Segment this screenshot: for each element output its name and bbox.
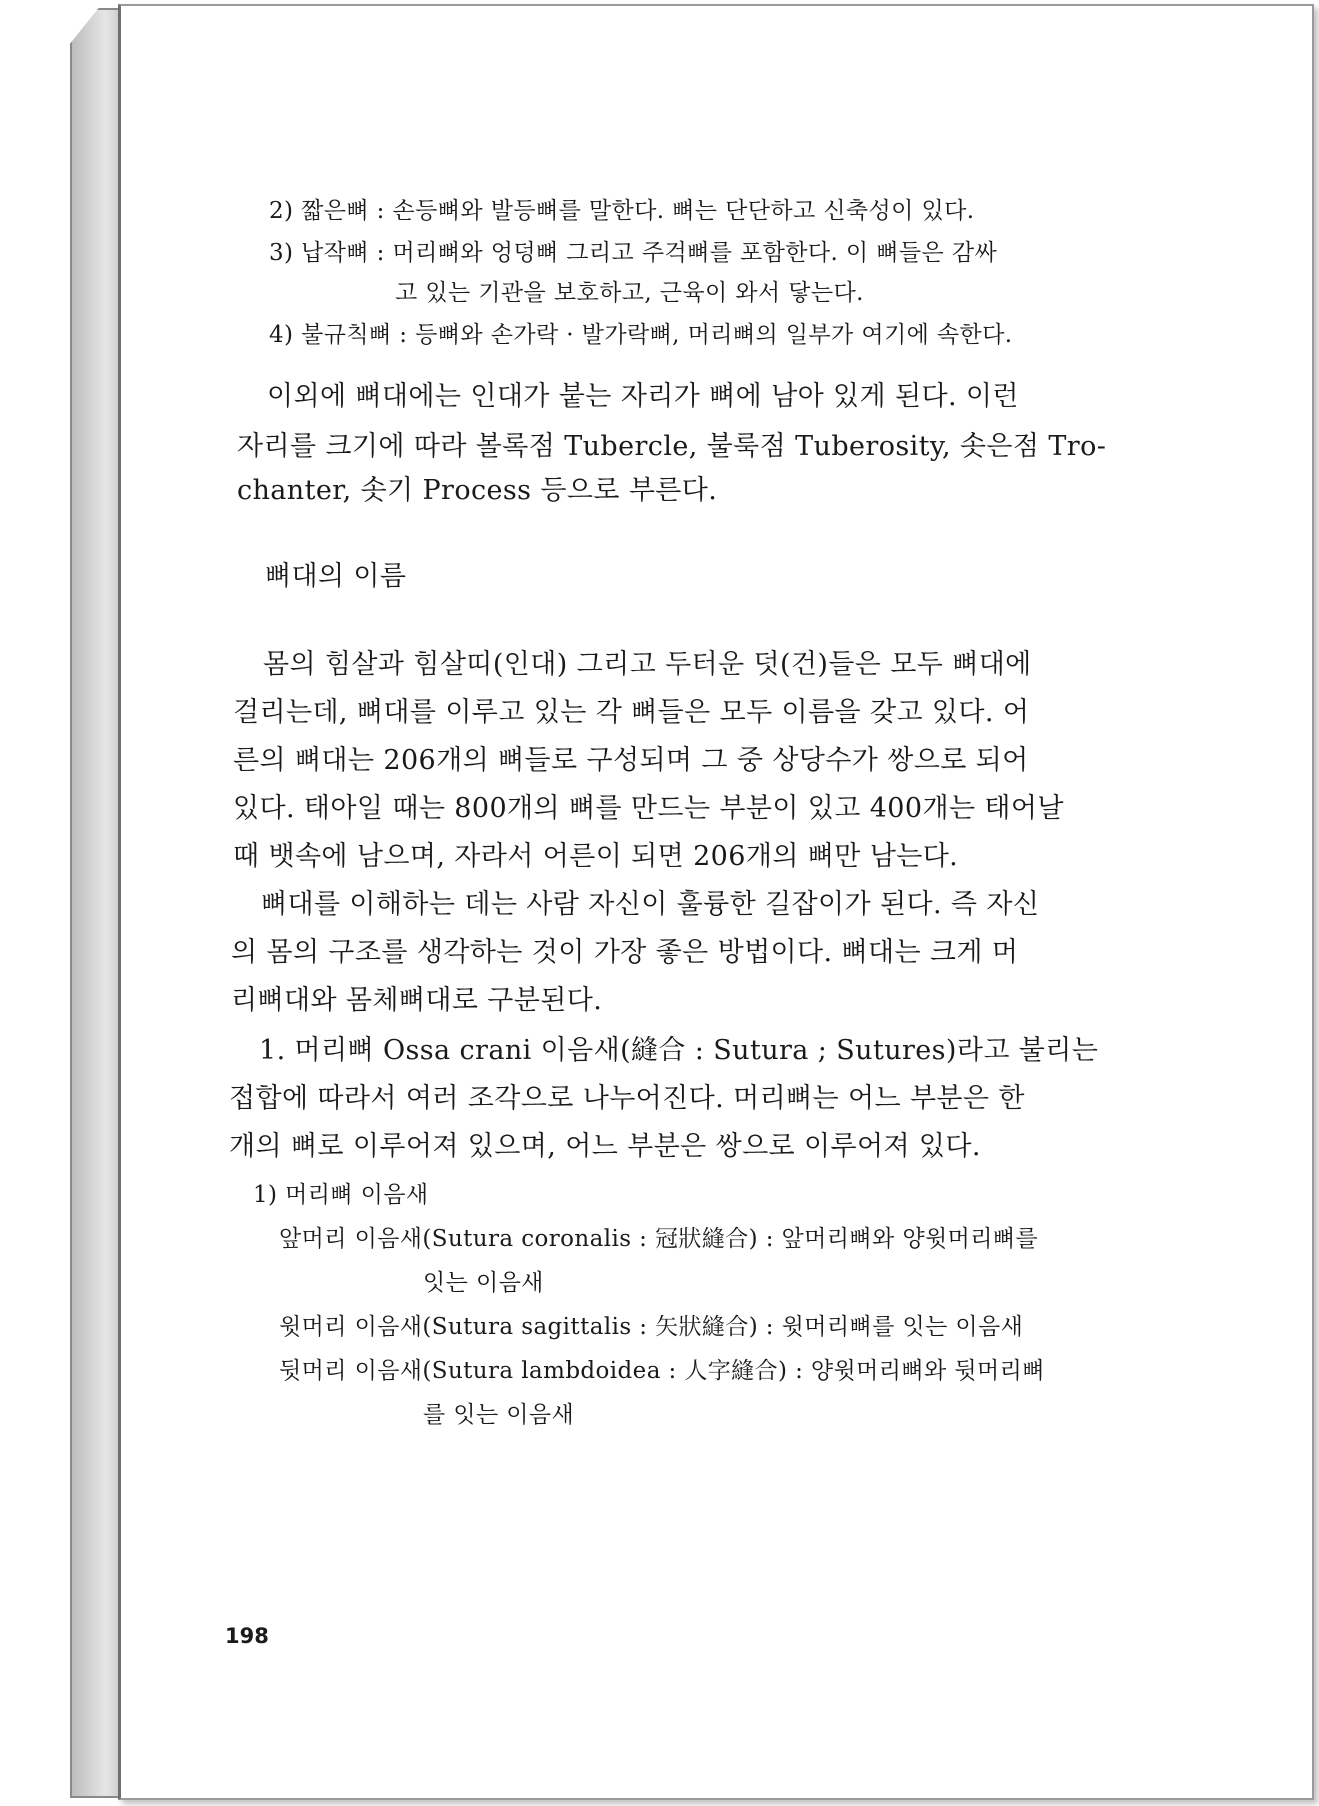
page-number: 198 [225,1624,269,1648]
sub-heading: 1) 머리뼈 이음새 [253,1182,429,1208]
paragraph-line: 뼈대를 이해하는 데는 사람 자신이 훌륭한 길잡이가 된다. 즉 자신 [261,889,1040,920]
paragraph-line: 의 몸의 구조를 생각하는 것이 가장 좋은 방법이다. 뼈대는 크게 머 [231,937,1019,968]
book-spine [70,8,122,1798]
paragraph-line: 자리를 크기에 따라 볼록점 Tubercle, 불룩점 Tuberosity, 솟은점 Tro- [237,431,1107,462]
list-item-irregular-bones: 4) 불규칙뼈 : 등뼈와 손가락 · 발가락뼈, 머리뼈의 일부가 여기에 속한다. [269,322,1013,348]
paragraph-line: 리뼈대와 몸체뼈대로 구분된다. [231,985,603,1016]
list-item-flat-bones-cont: 고 있는 기관을 보호하고, 근육이 와서 닿는다. [395,280,864,306]
section-heading: 뼈대의 이름 [265,561,407,592]
paragraph-line: 른의 뼈대는 206개의 뼈들로 구성되며 그 중 상당수가 쌍으로 되어 [233,745,1029,776]
list-item-short-bones: 2) 짧은뼈 : 손등뼈와 발등뼈를 말한다. 뼈는 단단하고 신축성이 있다. [269,198,975,224]
paragraph-line: 걸리는데, 뼈대를 이루고 있는 각 뼈들은 모두 이름을 갖고 있다. 어 [233,697,1030,728]
paragraph-line: 이외에 뼈대에는 인대가 붙는 자리가 뼈에 남아 있게 된다. 이런 [267,381,1019,412]
suture-entry-cont: 잇는 이음새 [423,1270,544,1296]
suture-entry: 윗머리 이음새(Sutura sagittalis : 矢狀縫合) : 윗머리뼈를 잇는 이음새 [279,1314,1024,1340]
paragraph-line: 때 뱃속에 남으며, 자라서 어른이 되면 206개의 뼈만 남는다. [233,841,959,872]
paragraph-line: 몸의 힘살과 힘살띠(인대) 그리고 두터운 덧(건)들은 모두 뼈대에 [263,649,1032,680]
suture-entry: 뒷머리 이음새(Sutura lambdoidea : 人字縫合) : 양윗머리뼈와 뒷머리뼈 [279,1358,1045,1384]
paragraph-line: chanter, 솟기 Process 등으로 부른다. [237,475,718,506]
suture-entry-cont: 를 잇는 이음새 [423,1402,575,1428]
paragraph-line: 접합에 따라서 여러 조각으로 나누어진다. 머리뼈는 어느 부분은 한 [229,1083,1025,1114]
suture-entry: 앞머리 이음새(Sutura coronalis : 冠狀縫合) : 앞머리뼈와 양윗머리뼈를 [279,1226,1039,1252]
list-item-flat-bones: 3) 납작뼈 : 머리뼈와 엉덩뼈 그리고 주걱뼈를 포함한다. 이 뼈들은 감싸 [269,240,998,266]
book-page [118,4,1314,1800]
paragraph-line: 개의 뼈로 이루어져 있으며, 어느 부분은 쌍으로 이루어져 있다. [229,1131,981,1162]
paragraph-line: 있다. 태아일 때는 800개의 뼈를 만드는 부분이 있고 400개는 태어날 [233,793,1064,824]
paragraph-line: 1. 머리뼈 Ossa crani 이음새(縫合 : Sutura ; Sutures)라고 불리는 [259,1035,1099,1066]
